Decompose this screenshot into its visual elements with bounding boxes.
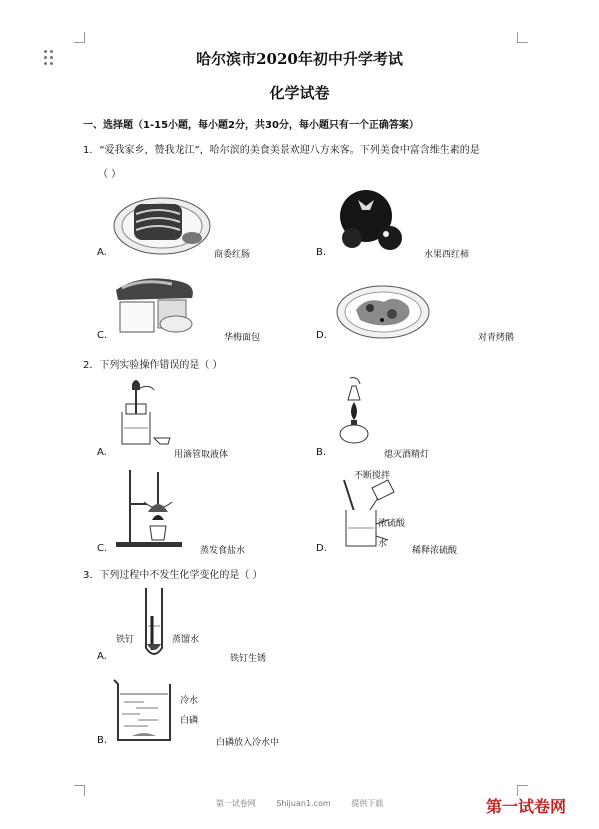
page-title: 哈尔滨市2020年初中升学考试 [196, 50, 403, 68]
option-2a-caption: 用滴管取液体 [174, 450, 229, 460]
evaporation-setup-image [114, 466, 184, 550]
roast-goose-image [336, 284, 430, 340]
option-1d-caption: 对青烤鹅 [478, 333, 515, 343]
question-1-stem: 1．“爱我家乡，赞我龙江”，哈尔滨的美食美景欢迎八方来客。下列美食中富含维生素的是 [83, 145, 480, 156]
crop-mark-top-left [74, 32, 85, 43]
option-1a-caption: 商委红肠 [214, 250, 251, 260]
option-1b-letter: B. [316, 247, 327, 258]
section-heading: 一、选择题（1-15小题，每小题2分，共30分，每小题只有一个正确答案） [83, 120, 419, 131]
option-2d-caption: 稀释浓硫酸 [412, 546, 458, 556]
nail-label: 铁钉 [116, 635, 135, 645]
footer-site-url[interactable]: Shijuan1.com [276, 799, 331, 808]
option-2c-caption: 蒸发食盐水 [200, 546, 246, 556]
option-2b-letter: B. [316, 447, 327, 458]
cold-water-label: 冷水 [180, 696, 199, 706]
distilled-water-label: 蒸馏水 [172, 635, 200, 645]
option-1a-letter: A. [97, 247, 107, 258]
option-2c-letter: C. [97, 543, 108, 554]
option-3b-caption: 白磷放入冷水中 [216, 738, 280, 748]
footer-site-name: 第一试卷网 [215, 799, 256, 808]
dropper-apparatus-image [114, 380, 178, 450]
question-2-stem: 2．下列实验操作错误的是（ ） [83, 360, 223, 371]
brand-watermark: 第一试卷网 [486, 797, 567, 816]
option-1c-letter: C. [97, 330, 108, 341]
crop-mark-top-right [517, 32, 528, 43]
option-2d-letter: D. [316, 543, 327, 554]
option-3a-letter: A. [97, 651, 107, 662]
option-1c-caption: 华梅面包 [224, 333, 261, 343]
dilution-setup-image [336, 470, 406, 550]
question-3-stem: 3．下列过程中不发生化学变化的是（ ） [83, 570, 263, 581]
stir-label: 不断搅拌 [354, 471, 391, 481]
water-label: 水 [378, 539, 388, 549]
option-2b-caption: 熄灭酒精灯 [384, 450, 430, 460]
option-3a-caption: 铁钉生锈 [230, 654, 267, 664]
tomato-image [330, 188, 410, 254]
beaker-image [108, 678, 180, 744]
page-subtitle: 化学试卷 [269, 84, 330, 102]
test-tube-image [140, 586, 170, 662]
acid-label: 浓硫酸 [378, 519, 406, 529]
alcohol-lamp-image [334, 376, 384, 446]
sausage-image [112, 190, 212, 258]
option-3b-letter: B. [97, 735, 108, 746]
crop-mark-bottom-left [74, 785, 85, 796]
white-phosphorus-label: 白磷 [180, 716, 199, 726]
bread-image [112, 270, 202, 336]
footer-download-text: 提供下载 [351, 799, 384, 808]
question-1-blank: （ ） [98, 169, 122, 180]
option-1d-letter: D. [316, 330, 327, 341]
option-1b-caption: 水果西红柿 [424, 250, 470, 260]
option-2a-letter: A. [97, 447, 107, 458]
